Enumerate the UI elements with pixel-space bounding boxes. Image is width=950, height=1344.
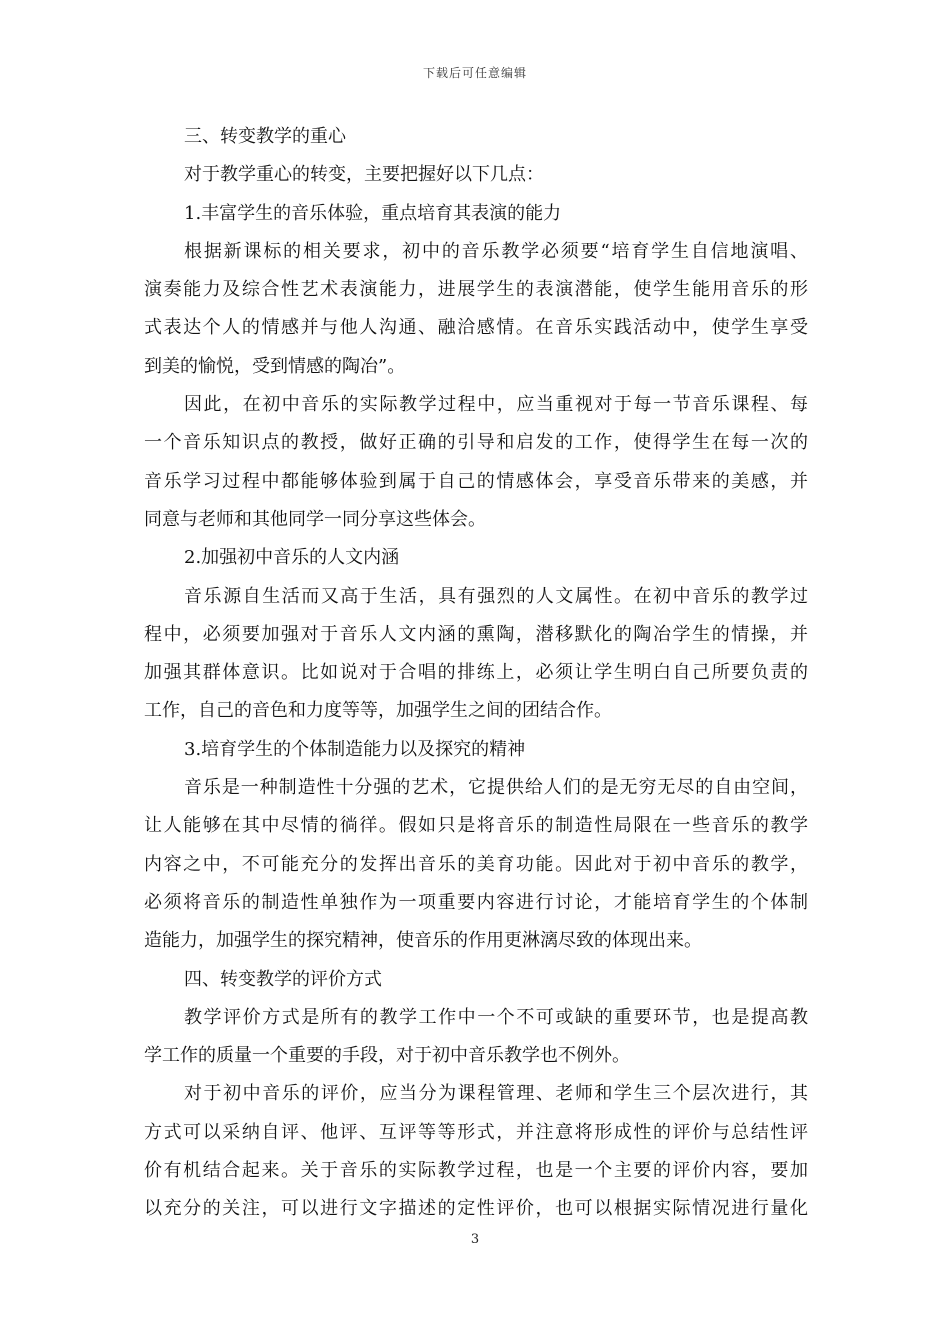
text-line: 必须将音乐的制造性单独作为一项重要内容进行讨论，才能培育学生的个体制 — [144, 891, 808, 913]
text-line: 加强其群体意识。比如说对于合唱的排练上，必须让学生明白自己所要负责的 — [144, 662, 808, 684]
text-line: 1.丰富学生的音乐体验，重点培育其表演的能力 — [184, 202, 562, 224]
text-line: 演奏能力及综合性艺术表演能力，进展学生的表演潜能，使学生能用音乐的形 — [144, 279, 808, 301]
text-line: 2.加强初中音乐的人文内涵 — [184, 547, 400, 569]
text-line: 工作，自己的音色和力度等等，加强学生之间的团结合作。 — [144, 700, 612, 722]
text-line: 让人能够在其中尽情的徜徉。假如只是将音乐的制造性局限在一些音乐的教学 — [144, 815, 808, 837]
text-line: 到美的愉悦，受到情感的陶冶”。 — [144, 355, 406, 377]
text-line: 3.培育学生的个体制造能力以及探究的精神 — [184, 738, 526, 760]
text-line: 同意与老师和其他同学一同分享这些体会。 — [144, 508, 486, 530]
text-line: 方式可以采纳自评、他评、互评等等形式，并注意将形成性的评价与总结性评 — [144, 1121, 808, 1143]
page-header: 下载后可任意编辑 — [422, 66, 527, 80]
text-line: 式表达个人的情感并与他人沟通、融洽感情。在音乐实践活动中，使学生享受 — [144, 317, 808, 339]
text-line: 程中，必须要加强对于音乐人文内涵的熏陶，潜移默化的陶冶学生的情操，并 — [144, 623, 808, 645]
text-line: 四、转变教学的评价方式 — [184, 968, 382, 990]
text-line: 一个音乐知识点的教授，做好正确的引导和启发的工作，使得学生在每一次的 — [144, 432, 808, 454]
text-line: 教学评价方式是所有的教学工作中一个不可或缺的重要环节，也是提高教 — [184, 1006, 808, 1028]
text-line: 对于初中音乐的评价，应当分为课程管理、老师和学生三个层次进行，其 — [184, 1083, 808, 1105]
text-line: 因此，在初中音乐的实际教学过程中，应当重视对于每一节音乐课程、每 — [184, 394, 808, 416]
text-line: 三、转变教学的重心 — [184, 126, 346, 147]
page-number: 3 — [470, 1232, 480, 1247]
text-line: 音乐学习过程中都能够体验到属于自己的情感体会，享受音乐带来的美感，并 — [144, 470, 808, 492]
text-line: 根据新课标的相关要求，初中的音乐教学必须要“培育学生自信地演唱、 — [184, 240, 808, 262]
text-line: 学工作的质量一个重要的手段，对于初中音乐教学也不例外。 — [144, 1045, 630, 1067]
text-line: 音乐源自生活而又高于生活，具有强烈的人文属性。在初中音乐的教学过 — [184, 585, 808, 607]
document-body — [144, 118, 808, 1229]
text-line: 以充分的关注，可以进行文字描述的定性评价，也可以根据实际情况进行量化 — [144, 1198, 808, 1220]
text-line: 内容之中，不可能充分的发挥出音乐的美育功能。因此对于初中音乐的教学， — [144, 853, 808, 875]
text-line: 造能力，加强学生的探究精神，使音乐的作用更淋漓尽致的体现出来。 — [144, 930, 702, 952]
text-line: 音乐是一种制造性十分强的艺术，它提供给人们的是无穷无尽的自由空间， — [184, 777, 808, 799]
text-line: 价有机结合起来。关于音乐的实际教学过程，也是一个主要的评价内容，要加 — [144, 1160, 808, 1182]
text-line: 对于教学重心的转变，主要把握好以下几点： — [184, 164, 544, 186]
